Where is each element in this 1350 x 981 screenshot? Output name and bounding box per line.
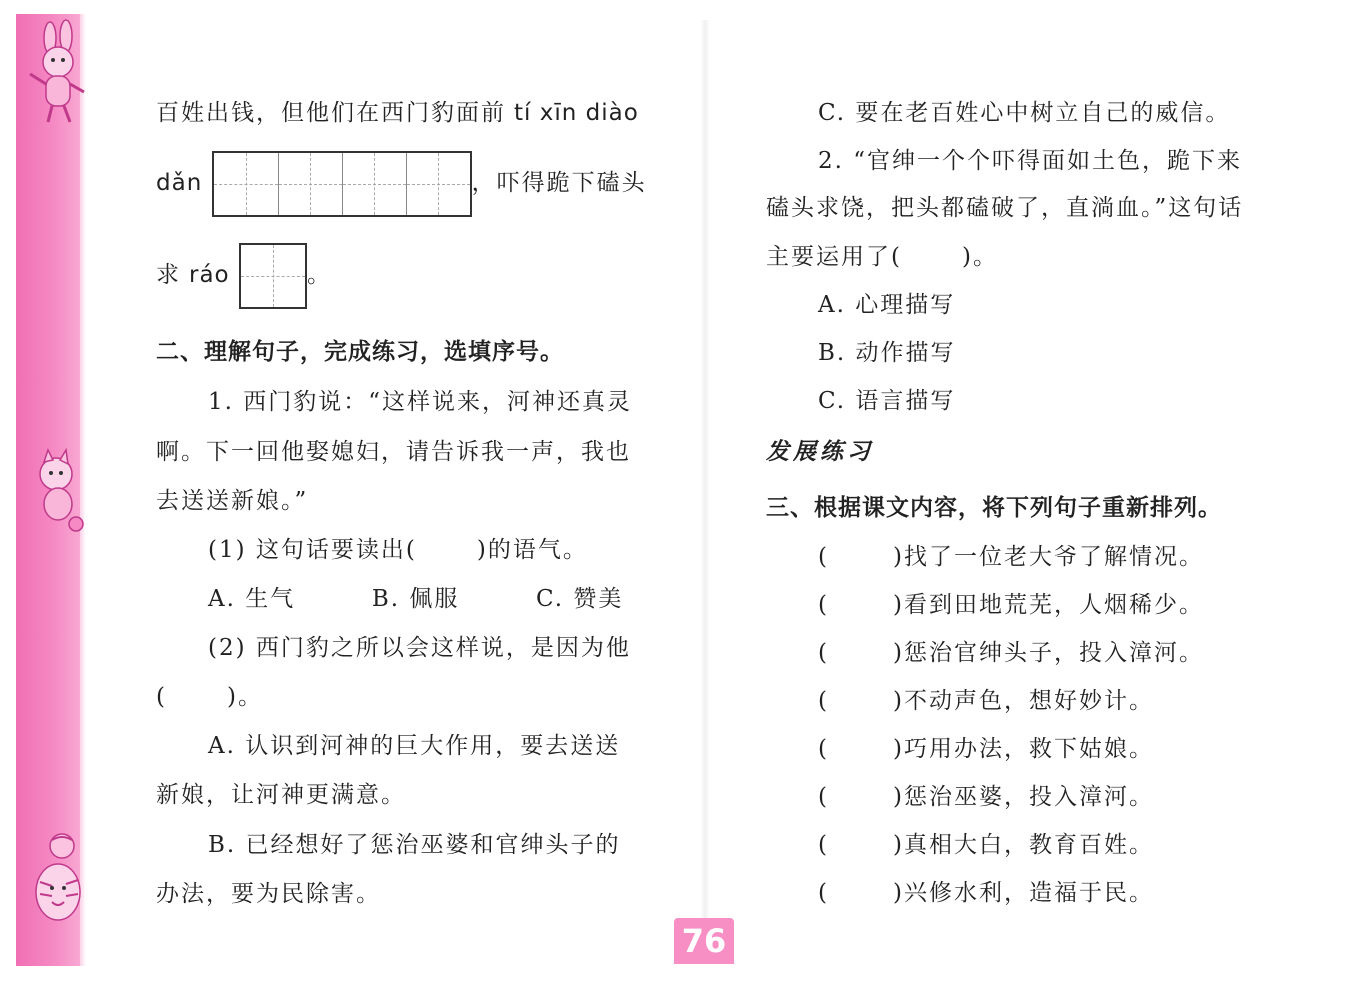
order-item: ( )看到田地荒芜，人烟稀少。: [818, 592, 1204, 618]
writing-cell[interactable]: [278, 153, 342, 215]
pinyin-prompt: dǎn: [156, 170, 203, 196]
order-item: ( )兴修水利，造福于民。: [818, 880, 1154, 906]
development-practice-heading: 发展练习: [766, 439, 874, 465]
option-b[interactable]: B. 佩服: [371, 586, 460, 612]
option-b-line-2: 办法，要为民除害。: [156, 881, 381, 907]
question-1-line-1: 1. 西门豹说：“这样说来，河神还真灵: [208, 389, 633, 415]
order-item: ( )惩治巫婆，投入漳河。: [818, 784, 1154, 810]
option-a-line-1[interactable]: A. 认识到河神的巨大作用，要去送送: [208, 733, 621, 759]
page-number: 76: [674, 918, 734, 964]
option-c[interactable]: C. 赞美: [536, 586, 624, 612]
question-1-line-2: 啊。下一回他娶媳妇，请告诉我一声，我也: [156, 439, 631, 465]
writing-cell[interactable]: [214, 153, 278, 215]
cat-mascot-icon: [20, 446, 90, 536]
question-1-line-3: 去送送新娘。”: [156, 488, 309, 514]
question-2-option-a[interactable]: A. 心理描写: [818, 292, 956, 318]
order-item: ( )不动声色，想好妙计。: [818, 688, 1154, 714]
page-fold: [700, 20, 710, 960]
writing-cell[interactable]: [406, 153, 470, 215]
writing-cell[interactable]: [241, 245, 305, 307]
subquestion-1-options: [208, 584, 623, 614]
question-2-option-c[interactable]: C. 语言描写: [818, 388, 956, 414]
punctuation: 。: [306, 262, 332, 288]
option-a[interactable]: A. 生气: [208, 586, 296, 612]
section-3-heading: 三、根据课文内容，将下列句子重新排列。: [766, 495, 1222, 521]
rabbit-mascot-icon: [22, 18, 92, 128]
passage-line-2: [156, 150, 647, 217]
subquestion-2-line-1: (2) 西门豹之所以会这样说，是因为他: [208, 635, 631, 661]
question-2-line-1: 2. “官绅一个个吓得面如土色，跪下来: [818, 148, 1243, 174]
order-item: ( )惩治官绅头子，投入漳河。: [818, 640, 1204, 666]
option-b-line-1[interactable]: B. 已经想好了惩治巫婆和官绅头子的: [208, 832, 621, 858]
subquestion-2-line-2: ( )。: [156, 684, 263, 710]
writing-cell[interactable]: [342, 153, 406, 215]
passage-text: 求: [156, 262, 181, 288]
question-2-option-b[interactable]: B. 动作描写: [818, 340, 956, 366]
order-item: ( )真相大白，教育百姓。: [818, 832, 1154, 858]
section-2-heading: 二、理解句子，完成练习，选填序号。: [156, 339, 564, 365]
order-item: ( )巧用办法，救下姑娘。: [818, 736, 1154, 762]
pinyin-prompt: tí xīn diào: [514, 100, 639, 126]
order-item: ( )找了一位老大爷了解情况。: [818, 544, 1204, 570]
writing-grid-1-char[interactable]: [239, 243, 307, 309]
subquestion-1: (1) 这句话要读出( )的语气。: [208, 537, 588, 563]
writing-grid-4-chars[interactable]: [212, 151, 472, 217]
pinyin-prompt: ráo: [189, 262, 230, 288]
option-c[interactable]: C. 要在老百姓心中树立自己的威信。: [818, 100, 1231, 126]
option-a-line-2: 新娘，让河神更满意。: [156, 782, 406, 808]
passage-line-3: [156, 242, 332, 309]
passage-line-1: [156, 98, 639, 128]
question-2-line-3: 主要运用了( )。: [766, 244, 998, 270]
passage-text: ，吓得跪下磕头: [471, 170, 647, 196]
passage-text: 百姓出钱，但他们在西门豹面前: [156, 100, 506, 126]
question-2-line-2: 磕头求饶，把头都磕破了，直淌血。”这句话: [766, 195, 1244, 221]
tiger-mascot-icon: [22, 826, 92, 936]
